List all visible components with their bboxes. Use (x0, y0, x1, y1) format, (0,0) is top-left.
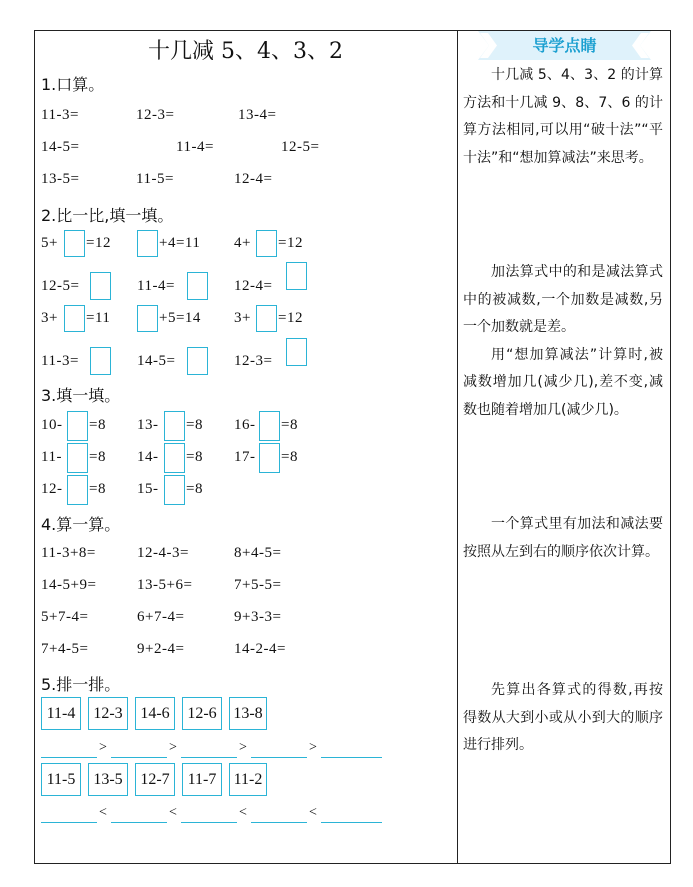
guide-tip-4 (463, 677, 663, 760)
answer-blank[interactable] (181, 757, 237, 758)
fill-text: =8 (89, 449, 106, 465)
section-3-heading: 3.填一填。 (41, 386, 121, 405)
calc-item: 14-5+9= (41, 577, 97, 593)
calc-item: 9+3-3= (234, 609, 282, 625)
expression-card: 13-5 (88, 763, 128, 796)
answer-box[interactable] (137, 230, 158, 257)
answer-box[interactable] (256, 305, 277, 332)
expression-card: 12-3 (88, 697, 128, 730)
compare-text: =12 (86, 235, 111, 251)
calc-item: 11-3+8= (41, 545, 96, 561)
answer-box[interactable] (67, 475, 88, 505)
compare-text: 3+ (41, 310, 58, 326)
compare-text: =12 (278, 310, 303, 326)
expression-card: 11-2 (229, 763, 267, 796)
page-title: 十几减 5、4、3、2 (148, 39, 343, 64)
answer-box[interactable] (259, 443, 280, 473)
oral-item: 11-3= (41, 107, 79, 123)
fill-text: =8 (281, 449, 298, 465)
section-1-heading: 1.口算。 (41, 75, 105, 94)
answer-box[interactable] (64, 230, 85, 257)
compare-text: +4=11 (159, 235, 201, 251)
calc-item: 7+5-5= (234, 577, 282, 593)
compare-text: 14-5= (137, 353, 176, 369)
calc-item: 5+7-4= (41, 609, 89, 625)
compare-text: 12-4= (234, 278, 273, 294)
answer-box[interactable] (187, 272, 208, 300)
calc-item: 8+4-5= (234, 545, 282, 561)
guide-tip-2 (463, 259, 663, 424)
less-than-sign: < (309, 805, 317, 820)
answer-blank[interactable] (321, 757, 382, 758)
fill-text: =8 (186, 449, 203, 465)
answer-box[interactable] (90, 347, 111, 375)
answer-box[interactable] (187, 347, 208, 375)
greater-than-sign: > (99, 740, 107, 755)
answer-box[interactable] (164, 443, 185, 473)
answer-blank[interactable] (251, 822, 307, 823)
answer-box[interactable] (256, 230, 277, 257)
oral-item: 12-4= (234, 171, 273, 187)
compare-text: +5=14 (159, 310, 201, 326)
guide-tip-3 (463, 511, 663, 566)
calc-item: 6+7-4= (137, 609, 185, 625)
answer-box[interactable] (286, 262, 307, 290)
expression-card: 11-4 (41, 697, 81, 730)
oral-item: 14-5= (41, 139, 80, 155)
section-4-heading: 4.算一算。 (41, 515, 121, 534)
answer-blank[interactable] (321, 822, 382, 823)
greater-than-sign: > (309, 740, 317, 755)
oral-item: 12-5= (281, 139, 320, 155)
fill-text: 14- (137, 449, 159, 465)
calc-item: 9+2-4= (137, 641, 185, 657)
answer-box[interactable] (164, 475, 185, 505)
section-5-heading: 5.排一排。 (41, 675, 121, 694)
calc-item: 12-4-3= (137, 545, 189, 561)
guide-tip-1 (463, 62, 663, 172)
compare-text: 4+ (234, 235, 251, 251)
compare-text: 5+ (41, 235, 58, 251)
expression-card: 12-6 (182, 697, 222, 730)
answer-box[interactable] (259, 411, 280, 441)
guide-tip-text: 先算出各算式的得数,再按得数从大到小或从小到大的顺序进行排列。 (463, 682, 663, 753)
answer-blank[interactable] (181, 822, 237, 823)
answer-blank[interactable] (251, 757, 307, 758)
answer-blank[interactable] (41, 757, 97, 758)
oral-item: 11-5= (136, 171, 174, 187)
fill-text: 11- (41, 449, 62, 465)
calc-item: 7+4-5= (41, 641, 89, 657)
fill-text: 17- (234, 449, 256, 465)
guide-banner-title: 导学点睛 (532, 36, 597, 55)
answer-blank[interactable] (111, 822, 167, 823)
oral-item: 13-4= (238, 107, 277, 123)
fill-text: =8 (186, 481, 203, 497)
answer-box[interactable] (64, 305, 85, 332)
compare-text: =12 (278, 235, 303, 251)
fill-text: 15- (137, 481, 159, 497)
fill-text: 12- (41, 481, 63, 497)
fill-text: 13- (137, 417, 159, 433)
oral-item: 11-4= (176, 139, 214, 155)
answer-box[interactable] (67, 411, 88, 441)
expression-card: 14-6 (135, 697, 175, 730)
expression-card: 11-5 (41, 763, 81, 796)
fill-text: =8 (89, 481, 106, 497)
oral-item: 12-3= (136, 107, 175, 123)
fill-text: 16- (234, 417, 256, 433)
answer-box[interactable] (137, 305, 158, 332)
less-than-sign: < (169, 805, 177, 820)
expression-card: 13-8 (229, 697, 267, 730)
calc-item: 14-2-4= (234, 641, 286, 657)
expression-card: 12-7 (135, 763, 175, 796)
calc-item: 13-5+6= (137, 577, 193, 593)
answer-box[interactable] (286, 338, 307, 366)
guide-tip-text: 加法算式中的和是减法算式中的被减数,一个加数是减数,另一个加数就是差。 (463, 264, 663, 335)
answer-box[interactable] (67, 443, 88, 473)
guide-tip-text: 一个算式里有加法和减法要按照从左到右的顺序依次计算。 (463, 516, 663, 560)
greater-than-sign: > (239, 740, 247, 755)
answer-box[interactable] (90, 272, 111, 300)
answer-blank[interactable] (111, 757, 167, 758)
fill-text: =8 (186, 417, 203, 433)
compare-text: 11-4= (137, 278, 175, 294)
oral-item: 13-5= (41, 171, 80, 187)
fill-text: =8 (281, 417, 298, 433)
fill-text: =8 (89, 417, 106, 433)
guide-tip-text: 用“想加算减法”计算时,被减数增加几(减少几),差不变,减数也随着增加几(减少几)。 (463, 346, 663, 418)
section-2-heading: 2.比一比,填一填。 (41, 206, 174, 225)
guide-tip-text: 十几减 5、4、3、2 的计算方法和十几减 9、8、7、6 的计算方法相同,可以用“破十法”“平十法”和“想加算减法”来思考。 (463, 67, 663, 166)
compare-text: =11 (86, 310, 111, 326)
answer-box[interactable] (164, 411, 185, 441)
compare-text: 12-5= (41, 278, 80, 294)
less-than-sign: < (99, 805, 107, 820)
column-divider (457, 30, 458, 864)
answer-blank[interactable] (41, 822, 97, 823)
compare-text: 11-3= (41, 353, 79, 369)
fill-text: 10- (41, 417, 63, 433)
compare-text: 12-3= (234, 353, 273, 369)
less-than-sign: < (239, 805, 247, 820)
expression-card: 11-7 (182, 763, 222, 796)
greater-than-sign: > (169, 740, 177, 755)
compare-text: 3+ (234, 310, 251, 326)
